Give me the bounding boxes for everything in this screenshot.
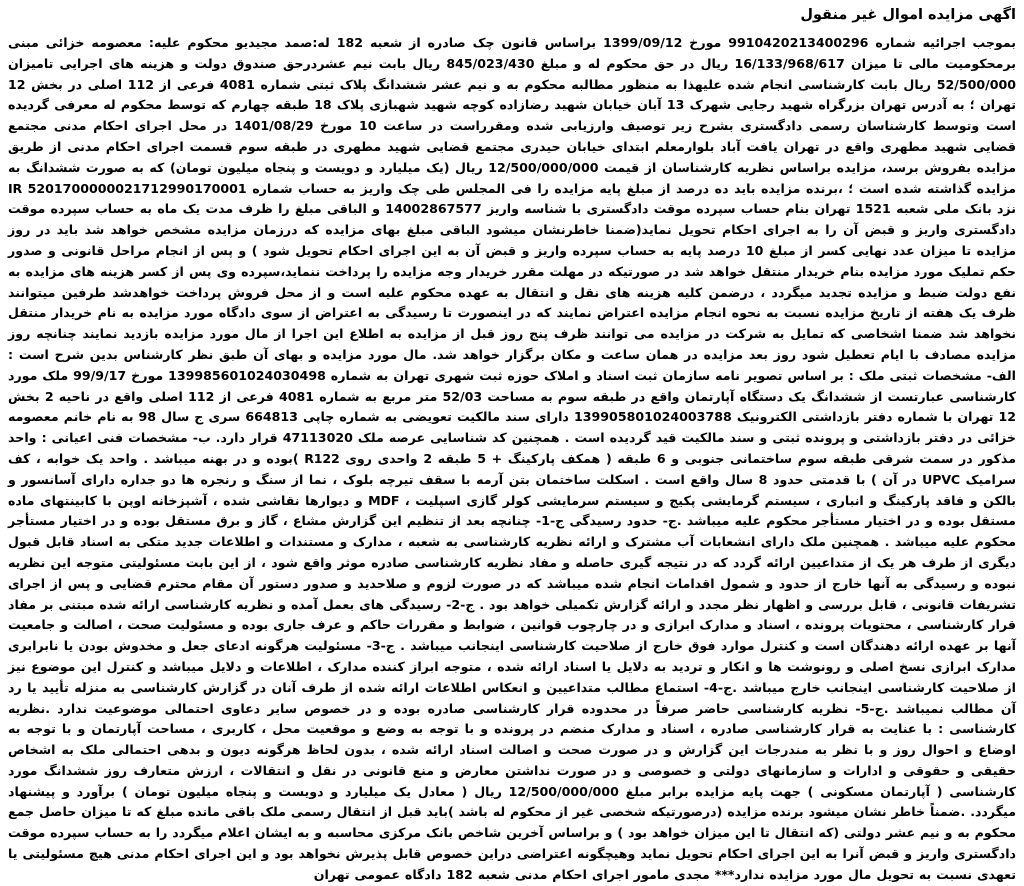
notice-body: بموجب اجرائیه شماره 9910420213400296 مورخ 1399/09/12 براساس قانون چک صادره از شعبه 182 له:صمد مجیدیو محکوم علیه: معصومه خزائی مبنی برمحکومیت مالی تا میزان 16/133/968/617 ریال در حق محکوم له و مبلغ 845/023/430 ریال بابت نیم عشردرحق صندوق دولت و هزینه های اجرایی تامیزان 52/500/000 ریال بابت کارشناسی انجام شده علیهذا به منظور مطالبه محکوم به و نیم عشر ششدانگ پلاک ثبتی شماره 4081 فرعی از 112 اصلی در بخش 12 تهران ؛ به آدرس تهران بزرگراه شهید رجایی شهرک 13 آبان خیابان شهید رضازاده کوچه شهید شهبازی پلاک 18 طبقه چهارم که توسط محکوم له معرفی گردیده است وتوسط کارشناسان رسمی دادگستری بشرح زیر توصیف وارزیابی شده ومقرراست در ساعت 10 مورخ 1401/08/29 در محل اجرای احکام مدنی مجتمع قضایی شهید مطهری واقع در تهران یافت آباد بلوارمعلم ابتدای خیابان حیدری مجتمع قضایی شهید مطهری در طبقه سوم قسمت اجرای احکام مدنی از طریق مزایده بفروش برسد، مزایده براساس نظریه کارشناسان از قیمت 12/500/000/000 ریال (یک میلیارد و دویست و پنجاه میلیون تومان) که به صورت ششدانگ به مزایده گذاشته شده است ؛ ،برنده مزایده باید ده درصد از مبلغ پایه مزایده را فی المجلس طی چک واریز به حساب شماره 5201700000021712990170001 IR نزد بانک ملی شعبه 1521 تهران بنام حساب سپرده موقت دادگستری با شناسه واریز 14002867577 و الباقی مبلغ را ظرف مدت یک ماه به حساب سپرده موقت دادگستری واریز و قبض آن را به اجرای احکام تحویل نماید(ضمنا خاطرنشان میشود الباقی مبلغ بهای مزایده که درزمان مزایده مشخص خواهد شد باید در روز مزایده تا میزان عدد نهایی کسر از مبلغ 10 درصد پایه به حساب سپرده واریز و قبض آن به این اجرای احکام تحویل شود ) و پس از انجام مراحل قانونی و صدور حکم تملیک مورد مزایده بنام خریدار منتقل خواهد شد در صورتیکه در مهلت مقرر خریدار وجه مزایده را پرداخت ننماید،سپرده وی پس از کسر هزینه های مزایده به نفع دولت ضبط و مزایده تجدید میگردد ، درضمن کلیه هزینه های نقل و انتقال به عهده محکوم علیه است و از محل فروش پرداخت خواهدشد طرفین میتوانند ظرف یک هفته از تاریخ مزایده نسبت به نحوه انجام مزایده اعتراض نمایند که در اینصورت تا رسیدگی به اعتراض از سوی دادگاه مورد مزایده به نام خریدار منتقل نخواهد شد ضمنا اشخاصی که تمایل به شرکت در مزایده می توانند ظرف پنج روز قبل از مزایده به اطلاع این اجرا از مال مورد مزایده بازدید نمایند چنانچه روز مزایده مصادف با ایام تعطیل شود روز بعد مزایده در همان ساعت و مکان برگزار خواهد شد. مال مورد مزایده و بهای آن طبق نظر کارشناس بدین شرح است : الف- مشخصات ثبتی ملک : بر اساس تصویر نامه سازمان ثبت اسناد و املاک حوزه ثبت شهری تهران به شماره 139985601024030498 مورخ 99/9/17 ملک مورد کارشناسی عبارتست از ششدانگ یک دستگاه آپارتمان واقع در طبقه سوم به مساحت 52/03 متر مربع به شماره 4081 فرعی از 112 اصلی واقع در ناحیه 2 بخش 12 تهران با شماره دفتر بازداشتی الکترونیک 139905801024003788 دارای سند مالکیت تعویضی به شماره چاپی 664813 سری ج سال 98 به نام خانم معصومه خزائی در دفتر بازداشتی و پرونده ثبتی و سند مالکیت قید گردیده است . همچنین کد شناسایی عرصه ملک 47113020 قرار دارد. ب- مشخصات فنی اعیانی : واحد مذکور در سمت شرقی طبقه سوم ساختمانی جنوبی و 6 طبقه ( همکف پارکینگ + 5 طبقه 2 واحدی روی R122 )بوده و در بهنه میباشد . واحد یک خوابه ، کف سرامیک UPVC در آن ) با قدمتی حدود 8 سال واقع است . اسکلت ساختمان بتن آرمه با سقف تیرچه بلوک ، نما از سنگ و رنجره ها دو جداره دارای آسانسور و بالکن و فاقد پارکینگ و انباری ، سیستم گرمایشی پکیج و سیستم سرمایشی کولر گازی اسپلیت ، MDF و دیوارها نقاشی شده ، آشپزخانه اوپن با کابینتهای ماده مستقل بوده و در اختیار مستأجر محکوم علیه میباشد .ج- حدود رسیدگی ج-1- چنانچه بعد از تنظیم این گزارش مشاع ، گاز و برق مستقل بوده و در اختیار مستأجر محکوم علیه میباشد . همچنین ملک دارای انشعابات آب مشترک و ارائه نظریه کارشناسی به شعبه ، مدارک و مستندات و اطلاعات جدید متکی به اسناد قابل قبول دیگری از طرف هر یک از متداعیین ارائه گردد که در نتیجه گیری حاصله و مفاد نظریه کارشناسی صادره موثر واقع شود ، از این بابت مسئولیتی متوجه این نظریه نبوده و رسیدگی به آنها خارج از حدود و شمول اقدامات انجام شده میباشد که در صورت لزوم و صلاحدید و صدور دستور آن مقام محترم قضایی و پس از اجرای تشریفات قانونی ، قابل بررسی و اظهار نظر مجدد و ارائه گزارش تکمیلی خواهد بود . ج-2- رسیدگی های بعمل آمده و نظریه کارشناسی ارائه شده مبتنی بر مفاد قرار کارشناسی ، محتویات پرونده ، اسناد و مدارک ابرازی و در چارچوب قوانین ، ضوابط و مقررات حاکم و عرف جاری بوده و مسئولیت صحت ، اصالت و جامعیت آنها بر عهده ارائه دهندگان است و کنترل موارد فوق خارج از صلاحیت کارشناسی اینجانب میباشد . ج-3- مسئولیت هرگونه ادعای جعل و مخدوش بودن یا نابرابری مدارک ابرازی نسخ اصلی و رونوشت ها و انکار و تردید به دلایل یا اسناد ارائه شده ، متوجه ابراز کننده مدارک ، اطلاعات و دلایل میباشد و کنترل این موضوع نیز از صلاحیت کارشناسی اینجانب خارج میباشد .ج-4- استماع مطالب متداعیین و انعکاس اطلاعات ارائه شده از طرف آنان در گزارش کارشناسی به منزله تأیید یا رد آن مطالب نمیباشد .ج-5- نظریه کارشناسی حاضر صرفاً در محدوده قرار کارشناسی صادره بوده و در خصوص سایر دعاوی احتمالی موضوعیت ندارد .نظریه کارشناسی : با عنایت به قرار کارشناسی صادره ، اسناد و مدارک منضم در پرونده و با توجه به وضع و موقعیت محل ، کاربری ، مساحت آپارتمان و با توجه به اوضاع و احوال روز و با نظر به مندرجات این گزارش و در صورت صحت و اصالت اسناد ارائه شده ، بدون لحاظ هرگونه دیون و بدهی احتمالی ملک به اشخاص حقیقی و حقوقی و ادارات و سازمانهای دولتی و خصوصی و در صورت نداشتن معارض و منع قانونی در نقل و انتقالات ، ارزش متعارف روز ششدانگ مورد کارشناسی ( آپارتمان مسکونی ) جهت پایه مزایده برابر مبلغ 12/500/000/000 ریال ( معادل یک میلیارد و دویست و پنجاه میلیون تومان ) برآورد و پیشنهاد میگردد. .ضمناً خاطر نشان میشود برنده مزایده (درصورتیکه شخصی غیر از محکوم له باشد )باید قبل از انتقال رسمی ملک باقی مانده مبلغ که تا میزان حاصل جمع محکوم به و نیم عشر دولتی (که انتقال تا این میزان خواهد بود ) و براساس آخرین شاخص بانک مرکزی محاسبه و به ایشان اعلام میگردد را به حساب سپرده موقت دادگستری واریز و قبض آنرا به این اجرای احکام تحویل نماید وهیچگونه اعتراضی دراین خصوص قابل پذیرش نخواهد بود و این اجرای احکام مدنی هیچ مسئولیتی یا تعهدی نسبت به تحویل مال مورد مزایده ندارد*** مجدی مامور اجرای احکام مدنی شعبه 182 دادگاه عمومی تهران (8, 35, 1017, 882)
auction-notice (6, 4, 1018, 882)
notice-title: اگهی مزایده اموال غیر منقول (800, 7, 1016, 23)
